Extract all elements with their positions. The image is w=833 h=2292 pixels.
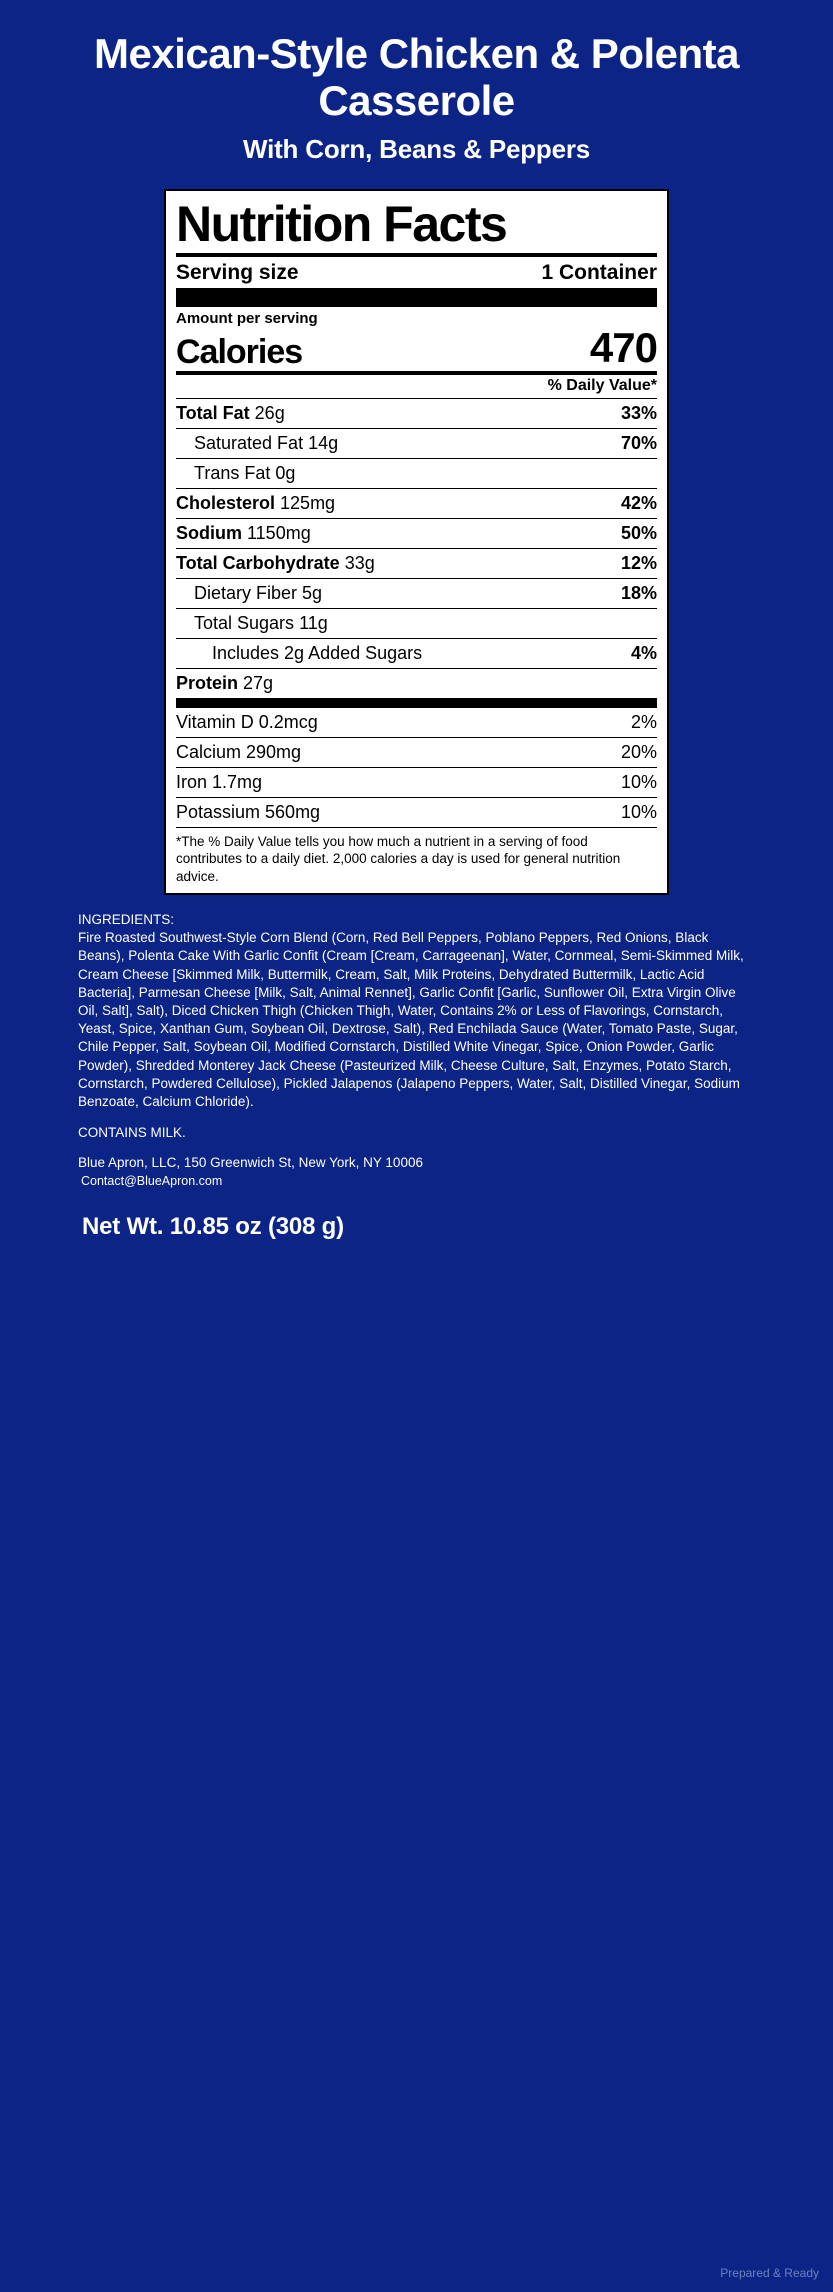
nutrient-row xyxy=(176,579,657,608)
micronutrient-daily-value: 10% xyxy=(620,802,657,823)
nutrient-name: Trans Fat 0g xyxy=(194,463,296,484)
nutrient-daily-value: 33% xyxy=(620,403,657,424)
daily-value-header: % Daily Value* xyxy=(547,377,657,395)
page-title: Mexican-Style Chicken & Polenta Casserole xyxy=(93,30,740,125)
calories-value: 470 xyxy=(589,324,657,372)
nutrient-name: Total Carbohydrate 33g xyxy=(176,553,375,574)
nutrient-name: Total Fat 26g xyxy=(176,403,285,424)
nutrient-row xyxy=(176,459,657,488)
nutrient-name: Includes 2g Added Sugars xyxy=(212,643,423,664)
micronutrient-name: Iron 1.7mg xyxy=(176,772,263,793)
nutrient-daily-value: 4% xyxy=(630,643,657,664)
calories-label: Calories xyxy=(176,333,303,372)
divider-thick xyxy=(176,288,657,307)
allergen-statement: CONTAINS MILK. xyxy=(78,1125,186,1141)
label-header xyxy=(0,0,833,165)
micronutrient-name: Potassium 560mg xyxy=(176,802,321,823)
micronutrient-name: Vitamin D 0.2mcg xyxy=(176,712,318,733)
micronutrient-daily-value: 2% xyxy=(630,712,657,733)
company-contact-email: Contact@BlueApron.com xyxy=(81,1174,223,1189)
micronutrient-row xyxy=(176,798,657,827)
watermark-label: Prepared & Ready xyxy=(720,2266,819,2280)
ingredients-text: Fire Roasted Southwest-Style Corn Blend (Corn, Red Bell Peppers, Poblano Peppers, Red Onions, Black Beans), Polenta Cake With Garlic Confit (Cream [Cream, Carrageenan], Water, Cornmeal, Semi-Skimmed Milk, Cream Cheese [Skimmed Milk, Buttermilk, Cream, Salt, Milk Proteins, Dehydrated Buttermilk, Lactic Acid Bacteria], Parmesan Cheese [Milk, Salt, Animal Rennet], Garlic Confit [Garlic, Sunflower Oil, Extra Virgin Olive Oil, Salt], Salt), Diced Chicken Thigh (Chicken Thigh, Water, Contains 2% or Less of Flavorings, Cornstarch, Yeast, Spice, Xanthan Gum, Soybean Oil, Dextrose, Salt), Red Enchilada Sauce (Water, Tomato Paste, Sugar, Chile Pepper, Salt, Soybean Oil, Modified Cornstarch, Distilled White Vinegar, Spice, Onion Powder, Garlic Powder), Shredded Monterey Jack Cheese (Pasteurized Milk, Cheese Culture, Salt, Enzymes, Potato Starch, Cornstarch, Powdered Cellulose), Pickled Jalapenos (Jalapeno Peppers, Water, Salt, Distilled Vinegar, Sodium Benzoate, Calcium Chloride). xyxy=(78,930,744,1110)
nutrient-row xyxy=(176,549,657,578)
nutrient-row xyxy=(176,669,657,698)
company-address-line: Blue Apron, LLC, 150 Greenwich St, New York, NY 10006 xyxy=(78,1155,423,1171)
calories-row xyxy=(176,324,657,372)
nutrient-row xyxy=(176,609,657,638)
nutrient-name: Total Sugars 11g xyxy=(194,613,328,634)
ingredients-label: INGREDIENTS: xyxy=(78,911,175,927)
serving-size-row xyxy=(176,257,657,288)
serving-size-value: 1 Container xyxy=(541,261,657,285)
micronutrient-row xyxy=(176,708,657,737)
ingredients-section xyxy=(0,895,833,1191)
nutrient-rows xyxy=(176,399,657,699)
micronutrient-daily-value: 20% xyxy=(620,742,657,763)
nutrient-daily-value: 18% xyxy=(620,583,657,604)
micronutrient-name: Calcium 290mg xyxy=(176,742,302,763)
nutrient-name: Saturated Fat 14g xyxy=(194,433,339,454)
nutrient-row xyxy=(176,519,657,548)
micronutrient-row xyxy=(176,768,657,797)
nutrient-row xyxy=(176,639,657,668)
nutrient-name: Sodium 1150mg xyxy=(176,523,311,544)
micronutrient-row xyxy=(176,738,657,767)
net-weight: Net Wt. 10.85 oz (308 g) xyxy=(82,1212,344,1240)
divider-mid xyxy=(176,699,657,708)
amount-per-serving-label: Amount per serving xyxy=(176,310,318,328)
nutrient-daily-value: 42% xyxy=(620,493,657,514)
serving-size-label: Serving size xyxy=(176,261,299,285)
product-subtitle: With Corn, Beans & Peppers xyxy=(242,134,591,165)
nutrition-facts-title: Nutrition Facts xyxy=(176,196,507,253)
nutrient-daily-value: 50% xyxy=(620,523,657,544)
nutrient-row xyxy=(176,399,657,428)
micronutrient-rows xyxy=(176,708,657,827)
company-address xyxy=(78,1154,755,1190)
nutrient-daily-value: 70% xyxy=(620,433,657,454)
micronutrient-daily-value: 10% xyxy=(620,772,657,793)
nutrient-row xyxy=(176,489,657,518)
nutrient-name: Dietary Fiber 5g xyxy=(194,583,323,604)
nutrient-name: Protein 27g xyxy=(176,673,274,694)
daily-value-footnote: *The % Daily Value tells you how much a nutrient in a serving of food contributes to a daily diet. 2,000 calories a day is used for general nutrition advice. xyxy=(176,834,621,884)
nutrient-row xyxy=(176,429,657,458)
nutrition-facts-panel xyxy=(164,189,669,895)
nutrient-daily-value: 12% xyxy=(620,553,657,574)
nutrient-name: Cholesterol 125mg xyxy=(176,493,336,514)
